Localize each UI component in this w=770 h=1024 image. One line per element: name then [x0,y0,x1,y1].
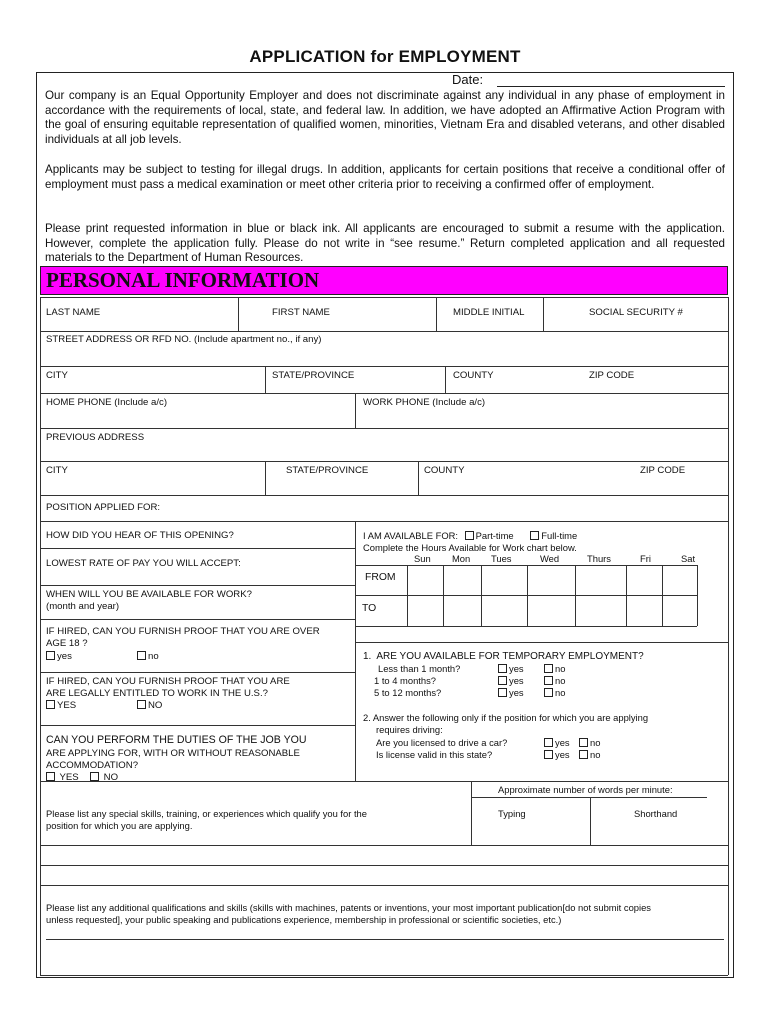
temp-opt3-yes[interactable]: yes [498,687,524,699]
hear-opening-label: HOW DID YOU HEAR OF THIS OPENING? [46,530,234,541]
available-for-label: I AM AVAILABLE FOR: [363,530,458,541]
form-title: APPLICATION for EMPLOYMENT [249,47,521,66]
duties-label-3: ACCOMMODATION? [46,760,139,771]
proof-age-no[interactable]: no [137,651,159,662]
to-label: TO [362,603,377,614]
license-no[interactable]: no [579,737,600,749]
proof-legal-yes[interactable]: YES [46,700,76,711]
state-label: STATE/PROVINCE [272,370,355,381]
temp-opt3-no[interactable]: no [544,687,565,699]
home-phone-label: HOME PHONE (Include a/c) [46,397,168,408]
proof-age-yes[interactable]: yes [46,651,72,662]
day-sun: Sun [414,553,431,564]
checkbox-icon[interactable] [544,676,553,685]
duties-label-2: ARE APPLYING FOR, WITH OR WITHOUT REASONABLE [46,748,300,759]
drug-test-paragraph: Applicants may be subject to testing for illegal drugs. In addition, applicants for certain positions that receive a conditional offer of employment must pass a medical examination or meet other criteria prior to receiving a confirmed offer of employment. [45,163,725,191]
special-skills-label-1: Please list any special skills, training, or experiences which qualify you for the [46,808,367,819]
checkbox-icon[interactable] [137,651,146,660]
previous-address-label: PREVIOUS ADDRESS [46,432,145,443]
form-frame [36,72,734,978]
checkbox-icon[interactable] [46,772,55,781]
checkbox-icon[interactable] [544,738,553,747]
checkbox-icon[interactable] [90,772,99,781]
ssn-label: SOCIAL SECURITY # [589,307,683,318]
instructions-paragraph: Please print requested information in blue or black ink. All applicants are encouraged to submit a resume with the application. However, complete the application fully. Please do not write in “see resume.” Return completed application and all requested materials to the Department of Human Resources. [45,222,725,265]
proof-legal-label-2: ARE LEGALLY ENTITLED TO WORK IN THE U.S.? [46,688,268,699]
additional-skills-line[interactable] [46,939,724,940]
street-address-label: STREET ADDRESS OR RFD NO. (Include apartment no., if any) [46,334,322,345]
section-header: PERSONAL INFORMATION [46,268,320,292]
full-time-label: Full-time [541,530,578,541]
temp-opt2-label: 1 to 4 months? [374,675,437,686]
county2-label: COUNTY [424,465,465,476]
position-label: POSITION APPLIED FOR: [46,502,161,513]
day-mon: Mon [452,553,471,564]
wpm-label: Approximate number of words per minute: [498,784,673,795]
checkbox-icon[interactable] [46,651,55,660]
lowest-pay-label: LOWEST RATE OF PAY YOU WILL ACCEPT: [46,558,241,569]
license-label: Are you licensed to drive a car? [376,737,508,748]
additional-skills-label-1: Please list any additional qualifications and skills (skills with machines, patents or inventions, your most important publication[do not submit copies [46,902,651,913]
temp-opt2-yes[interactable]: yes [498,675,524,687]
checkbox-icon[interactable] [544,750,553,759]
last-name-label: LAST NAME [46,307,101,318]
work-phone-label: WORK PHONE (Include a/c) [363,397,486,408]
checkbox-icon[interactable] [137,700,146,709]
driving-question-1: 2. Answer the following only if the position for which you are applying [363,712,649,723]
day-tues: Tues [491,553,512,564]
shorthand-label: Shorthand [634,808,678,819]
license-yes[interactable]: yes [544,737,570,749]
typing-label: Typing [498,808,526,819]
day-sat: Sat [681,553,696,564]
eeo-paragraph: Our company is an Equal Opportunity Employer and does not discriminate against any individual in any phase of employment in accordance with the requirements of local, state, and federal law. In addition, we have adopted an Affirmative Action Program with the goal of ensuring equitable representation of qualified women, minorities, Vietnam Era and disabled veterans, and other disabled individuals at all job levels. [45,89,725,146]
zip2-label: ZIP CODE [640,465,686,476]
proof-age-label-2: AGE 18 ? [46,638,88,649]
valid-no[interactable]: no [579,749,600,761]
county-label: COUNTY [453,370,494,381]
proof-legal-label-1: IF HIRED, CAN YOU FURNISH PROOF THAT YOU ARE [46,676,290,687]
zip-label: ZIP CODE [589,370,635,381]
temp-opt1-label: Less than 1 month? [378,663,461,674]
state2-label: STATE/PROVINCE [286,465,369,476]
day-wed: Wed [540,553,560,564]
temp-opt3-label: 5 to 12 months? [374,687,442,698]
proof-age-label-1: IF HIRED, CAN YOU FURNISH PROOF THAT YOU ARE OVER [46,626,320,637]
checkbox-icon[interactable] [579,738,588,747]
when-available-label: WHEN WILL YOU BE AVAILABLE FOR WORK? [46,589,252,600]
temp-opt2-no[interactable]: no [544,675,565,687]
when-available-sub: (month and year) [46,601,120,612]
checkbox-icon[interactable] [544,688,553,697]
checkbox-icon[interactable] [579,750,588,759]
hours-note: Complete the Hours Available for Work chart below. [363,542,577,553]
temp-opt1-no[interactable]: no [544,663,565,675]
day-fri: Fri [640,553,651,564]
city-label: CITY [46,370,68,381]
license-valid-label: Is license valid in this state? [376,749,493,760]
temp-opt1-yes[interactable]: yes [498,663,524,675]
duties-no[interactable]: NO [90,772,118,783]
available-for [363,530,577,542]
checkbox-icon[interactable] [498,664,507,673]
proof-legal-no[interactable]: NO [137,700,162,711]
checkbox-icon[interactable] [498,676,507,685]
special-skills-label-2: position for which you are applying. [46,820,193,831]
valid-yes[interactable]: yes [544,749,570,761]
middle-initial-label: MIDDLE INITIAL [453,307,525,318]
date-label: Date: [452,72,484,87]
driving-question-2: requires driving: [376,724,443,735]
part-time-checkbox[interactable] [465,531,474,540]
temp-question: 1. ARE YOU AVAILABLE FOR TEMPORARY EMPLOYMENT? [363,651,644,662]
duties-label-1: CAN YOU PERFORM THE DUTIES OF THE JOB YOU [46,734,307,746]
duties-yes[interactable]: YES [46,772,79,783]
checkbox-icon[interactable] [46,700,55,709]
from-label: FROM [365,572,396,583]
part-time-label: Part-time [475,530,514,541]
additional-skills-label-2: unless requested], your public speaking and publications experience, membership in professional or scientific societies, etc.) [46,914,562,925]
city2-label: CITY [46,465,68,476]
day-thurs: Thurs [587,553,611,564]
full-time-checkbox[interactable] [530,531,539,540]
checkbox-icon[interactable] [498,688,507,697]
date-field[interactable] [497,86,725,87]
checkbox-icon[interactable] [544,664,553,673]
first-name-label: FIRST NAME [272,307,330,318]
